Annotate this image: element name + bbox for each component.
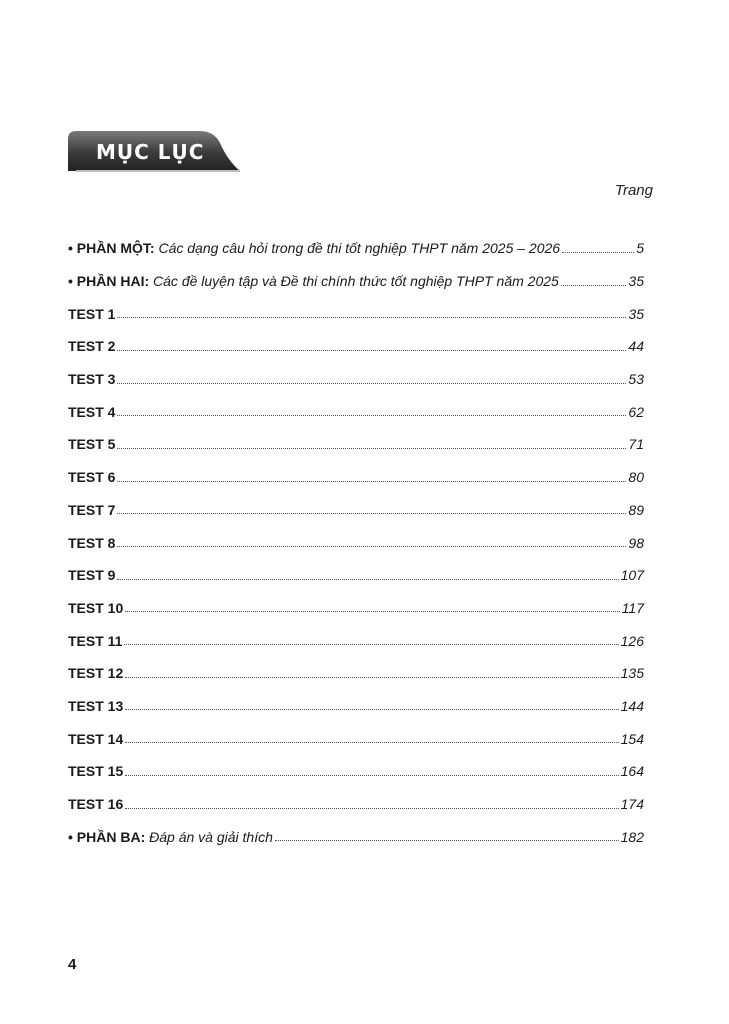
dot-leader: [117, 317, 626, 318]
toc-entry-label: [68, 829, 273, 845]
dot-leader: [125, 709, 618, 710]
toc-part-title: TEST 16: [68, 796, 124, 813]
toc-entry-label: [68, 502, 115, 518]
toc-page-number: 154: [620, 730, 644, 747]
dot-leader: [124, 644, 618, 645]
toc-part-title: TEST 9: [68, 567, 116, 584]
toc-entry[interactable]: [68, 788, 644, 821]
toc-entry-label: [68, 600, 123, 616]
toc-entry[interactable]: [68, 428, 644, 461]
toc-part-description: Đáp án và giải thích: [149, 828, 273, 845]
dot-leader: [117, 383, 626, 384]
dot-leader: [117, 546, 626, 547]
toc-entry[interactable]: [68, 526, 644, 559]
toc-part-description: Các dạng câu hỏi trong đề thi tốt nghiệp THPT năm 2025 – 2026: [158, 240, 561, 257]
toc-page-number: 126: [620, 632, 644, 649]
toc-entry-label: [68, 796, 123, 812]
toc-entry[interactable]: [68, 755, 644, 788]
page-column-label: Trang: [614, 182, 653, 199]
toc-part-title: TEST 10: [68, 599, 124, 616]
toc-entry-label: [68, 535, 115, 551]
toc-entry[interactable]: [68, 592, 644, 625]
toc-part-title: TEST 15: [68, 763, 124, 780]
toc-entry[interactable]: [68, 820, 644, 853]
toc-page-number: 135: [620, 665, 644, 682]
dot-leader: [125, 677, 618, 678]
toc-part-title: PHẦN HAI:: [76, 273, 150, 290]
toc-part-title: PHẦN MỘT:: [76, 240, 155, 257]
toc-part-title: TEST 3: [68, 371, 116, 388]
toc-entry-label: [68, 731, 123, 747]
toc-page-number: 98: [628, 534, 644, 551]
dot-leader: [125, 742, 618, 743]
toc-entry[interactable]: [68, 657, 644, 690]
toc-entry-label: [68, 273, 559, 289]
toc-entry[interactable]: [68, 330, 644, 363]
toc-part-title: TEST 11: [68, 632, 123, 649]
dot-leader: [117, 448, 626, 449]
toc-entry[interactable]: [68, 722, 644, 755]
toc-part-title: TEST 12: [68, 665, 124, 682]
toc-entry-label: [68, 338, 115, 354]
toc-entry-label: [68, 698, 123, 714]
toc-bullet: •: [68, 828, 73, 845]
toc-entry[interactable]: [68, 297, 644, 330]
toc-page-number: 174: [620, 796, 644, 813]
toc-page-number: 62: [628, 403, 644, 420]
toc-entry[interactable]: [68, 265, 644, 298]
dot-leader: [275, 840, 619, 841]
toc-entry[interactable]: [68, 494, 644, 527]
toc-entry[interactable]: [68, 461, 644, 494]
dot-leader: [117, 350, 626, 351]
toc-entry-label: [68, 436, 115, 452]
page-number: 4: [68, 956, 77, 973]
toc-part-title: TEST 4: [68, 403, 116, 420]
toc-entry-label: [68, 665, 123, 681]
toc-header-tab: [68, 131, 248, 173]
toc-entry[interactable]: [68, 363, 644, 396]
toc-entry[interactable]: [68, 624, 644, 657]
toc-page-number: 44: [628, 338, 644, 355]
toc-entry[interactable]: [68, 559, 644, 592]
toc-page-number: 182: [620, 828, 644, 845]
toc-entry[interactable]: [68, 232, 644, 265]
toc-part-title: TEST 7: [68, 501, 116, 518]
toc-entry-label: [68, 404, 115, 420]
dot-leader: [125, 611, 619, 612]
toc-entry-label: [68, 306, 115, 322]
toc-page-number: 35: [628, 273, 644, 290]
toc-page-number: 117: [621, 599, 644, 616]
toc-entry[interactable]: [68, 395, 644, 428]
toc-entry-label: [68, 240, 560, 256]
dot-leader: [562, 252, 634, 253]
toc-part-title: TEST 14: [68, 730, 124, 747]
toc-page-number: 35: [628, 305, 644, 322]
dot-leader: [117, 481, 626, 482]
toc-entry-label: [68, 763, 123, 779]
toc-entry-label: [68, 633, 122, 649]
toc-entry-label: [68, 567, 115, 583]
toc-page-number: 107: [620, 567, 644, 584]
dot-leader: [117, 513, 626, 514]
toc-part-title: TEST 6: [68, 469, 116, 486]
dot-leader: [117, 579, 618, 580]
toc-page-number: 53: [628, 371, 644, 388]
toc-page-number: 80: [628, 469, 644, 486]
toc-part-title: TEST 8: [68, 534, 116, 551]
toc-entry[interactable]: [68, 690, 644, 723]
toc-page-number: 164: [620, 763, 644, 780]
toc-part-title: TEST 5: [68, 436, 116, 453]
toc-page-number: 71: [628, 436, 644, 453]
toc-part-title: TEST 13: [68, 697, 124, 714]
dot-leader: [561, 285, 627, 286]
toc-part-title: TEST 2: [68, 338, 116, 355]
toc-part-title: PHẦN BA:: [76, 828, 146, 845]
toc-page-number: 5: [636, 240, 644, 257]
toc-bullet: •: [68, 240, 73, 257]
dot-leader: [125, 808, 618, 809]
toc-page-number: 144: [620, 697, 644, 714]
dot-leader: [117, 415, 626, 416]
dot-leader: [125, 775, 618, 776]
toc-page-number: 89: [628, 501, 644, 518]
toc-entry-label: [68, 469, 115, 485]
toc-bullet: •: [68, 273, 73, 290]
toc-part-description: Các đề luyện tập và Đề thi chính thức tốt nghiệp THPT năm 2025: [153, 273, 559, 290]
toc-part-title: TEST 1: [68, 305, 116, 322]
toc-entry-label: [68, 371, 115, 387]
table-of-contents: [68, 232, 644, 853]
toc-title: MỤC LỤC: [96, 140, 205, 164]
